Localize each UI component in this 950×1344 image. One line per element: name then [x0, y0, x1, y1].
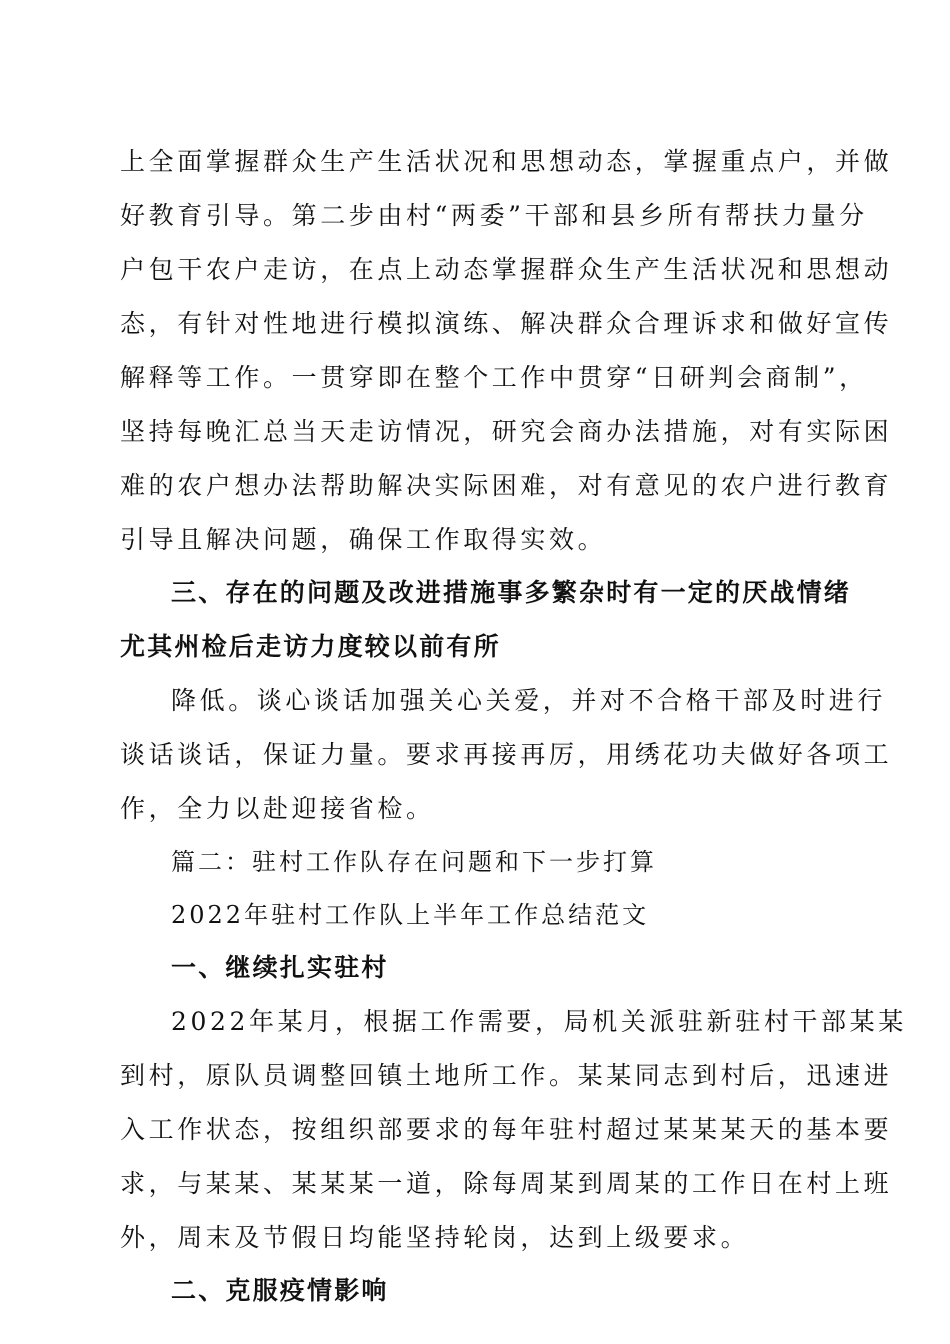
paragraph-line: 好教育引导。第二步由村“两委”干部和县乡所有帮扶力量分 [120, 201, 868, 230]
paragraph-line: 谈话谈话，保证力量。要求再接再厉，用绣花功夫做好各项工 [120, 740, 893, 769]
section-heading-1: 一、继续扎实驻村 [171, 953, 389, 982]
paragraph-line: 坚持每晚汇总当天走访情况，研究会商办法措施，对有实际困 [120, 417, 893, 446]
paragraph-line: 入工作状态，按组织部要求的每年驻村超过某某某天的基本要 [120, 1115, 893, 1144]
paragraph-line: 求，与某某、某某某一道，除每周某到周某的工作日在村上班 [120, 1169, 893, 1198]
part-title: 篇二：驻村工作队存在问题和下一步打算 [171, 848, 657, 876]
paragraph-line: 到村，原队员调整回镇土地所工作。某某同志到村后，迅速进 [120, 1061, 893, 1090]
section-heading-3-continued: 尤其州检后走访力度较以前有所 [120, 632, 501, 661]
paragraph-line: 户包干农户走访，在点上动态掌握群众生产生活状况和思想动 [120, 255, 893, 284]
paragraph-line: 引导且解决问题，确保工作取得实效。 [120, 525, 607, 554]
paragraph-line: 降低。谈心谈话加强关心关爱，并对不合格干部及时进行 [171, 686, 887, 715]
paragraph-line: 2022年某月，根据工作需要，局机关派驻新驻村干部某某 [171, 1007, 907, 1036]
paragraph-line: 作，全力以赴迎接省检。 [120, 794, 435, 823]
section-heading-2: 二、克服疫情影响 [171, 1276, 389, 1305]
paragraph-line: 外，周末及节假日均能坚持轮岗，达到上级要求。 [120, 1223, 750, 1252]
paragraph-line: 难的农户想办法帮助解决实际困难，对有意见的农户进行教育 [120, 471, 893, 500]
section-heading-3: 三、存在的问题及改进措施事多繁杂时有一定的厌战情绪 [171, 578, 852, 607]
paragraph-line: 解释等工作。一贯穿即在整个工作中贯穿“日研判会商制”， [120, 363, 868, 392]
paragraph-line: 上全面掌握群众生产生活状况和思想动态，掌握重点户，并做 [120, 147, 893, 176]
document-title: 2022年驻村工作队上半年工作总结范文 [171, 901, 650, 929]
paragraph-line: 态，有针对性地进行模拟演练、解决群众合理诉求和做好宣传 [120, 309, 893, 338]
